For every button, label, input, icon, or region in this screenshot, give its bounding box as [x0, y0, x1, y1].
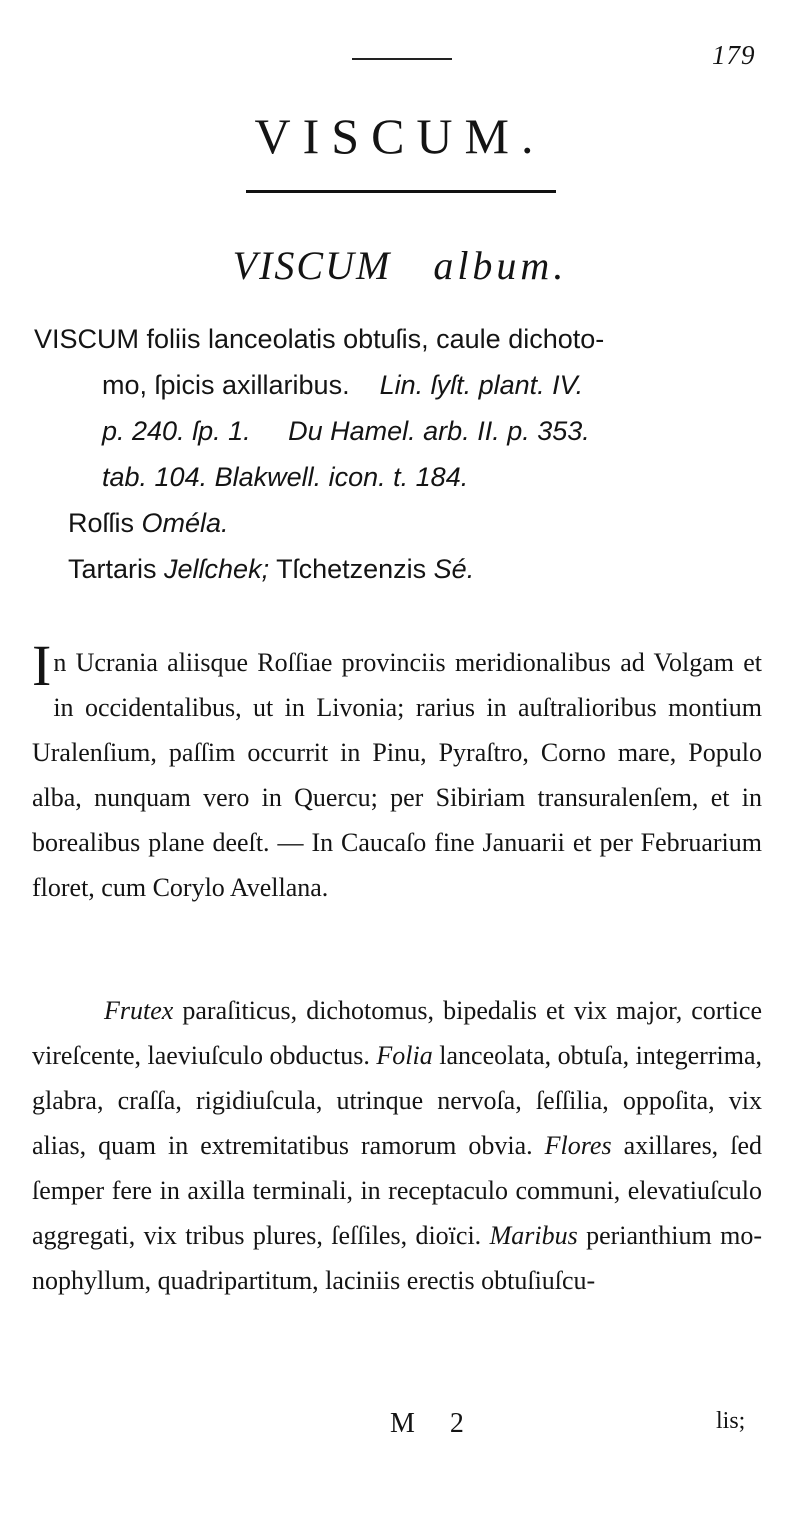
rossis-name: Oméla. [141, 508, 229, 538]
species-plantarum-reference: p. 240. ſp. 1. [102, 416, 251, 446]
flores-term: Flores [544, 1131, 612, 1160]
species-title [0, 240, 800, 292]
synonymy-block [34, 316, 774, 592]
distribution-text: n Ucrania aliisque Roſſiae provinciis meridionalibus ad Volgam et in occidentalibus, ut in Livonia; rarius in auſtralioribus montium Uralenſium, paſſim occurrit in Pinu, Pyraſtro, Corno mare, Populo alba, nunquam vero in Quercu; per Sibiriam transuralenſem, et in borealibus plane deeſt. — In Caucaſo fine Januarii et per Februarium floret, cum Corylo Avellana. [32, 648, 762, 902]
signature-mark: M 2 [390, 1408, 478, 1439]
synonymy-line-2-text: mo, ſpicis axillaribus. [102, 370, 350, 400]
genus-title: VISCUM. [254, 108, 546, 164]
tartaris-name: Jelſchek; [164, 554, 270, 584]
linnaeus-reference: Lin. ſyſt. plant. IV. [379, 370, 584, 400]
folia-term: Folia [376, 1041, 433, 1070]
rossis-label: Roſſis [68, 508, 135, 538]
title-rule [246, 190, 556, 193]
header-rule [352, 58, 452, 60]
drop-cap: I [32, 633, 52, 698]
russian-name-line [34, 500, 774, 546]
description-paragraph [32, 988, 762, 1303]
species-epithet: album. [433, 243, 568, 288]
frutex-term: Frutex [104, 996, 174, 1025]
synonymy-line-2 [34, 362, 774, 408]
blakwell-reference: tab. 104. Blakwell. icon. t. 184. [102, 462, 469, 492]
page-number: 179 [712, 40, 756, 70]
description-text-3: axillares, ſed ſemper fere in axilla terminali, in receptaculo communi, elevatiuſculo aggregati, vix tribus plures, ſeſſiles, dioïci. [32, 1131, 762, 1250]
species-genus: VISCUM [232, 243, 392, 288]
description-text-4: perianthium monophyllum, quadripartitum, laciniis erectis obtuſiuſcu- [32, 1221, 762, 1295]
maribus-term: Maribus [489, 1221, 578, 1250]
tartaris-label: Tartaris [68, 554, 157, 584]
synonymy-line-3 [34, 408, 774, 454]
description-text-2: lanceolata, obtuſa, integerrima, glabra, craſſa, rigidiuſcula, utrinque nervoſa, ſeſſilia, oppoſita, vix alias, quam in extremitatibus ramorum obvia. [32, 1041, 762, 1160]
description-text-1: paraſiticus, dichotomus, bipedalis et vix major, cortice vireſcente, laeviuſculo obductus. [32, 996, 762, 1070]
duhamel-reference: Du Hamel. arb. II. p. 353. [288, 416, 590, 446]
synonymy-line-1: VISCUM foliis lanceolatis obtuſis, caule dichoto- [34, 324, 605, 354]
tschetzenzis-label: Tſchetzenzis [276, 554, 427, 584]
tartar-name-line [34, 546, 774, 592]
distribution-paragraph [32, 633, 762, 910]
tschetzenzis-name: Sé. [433, 554, 475, 584]
catchword: lis; [716, 1408, 746, 1434]
